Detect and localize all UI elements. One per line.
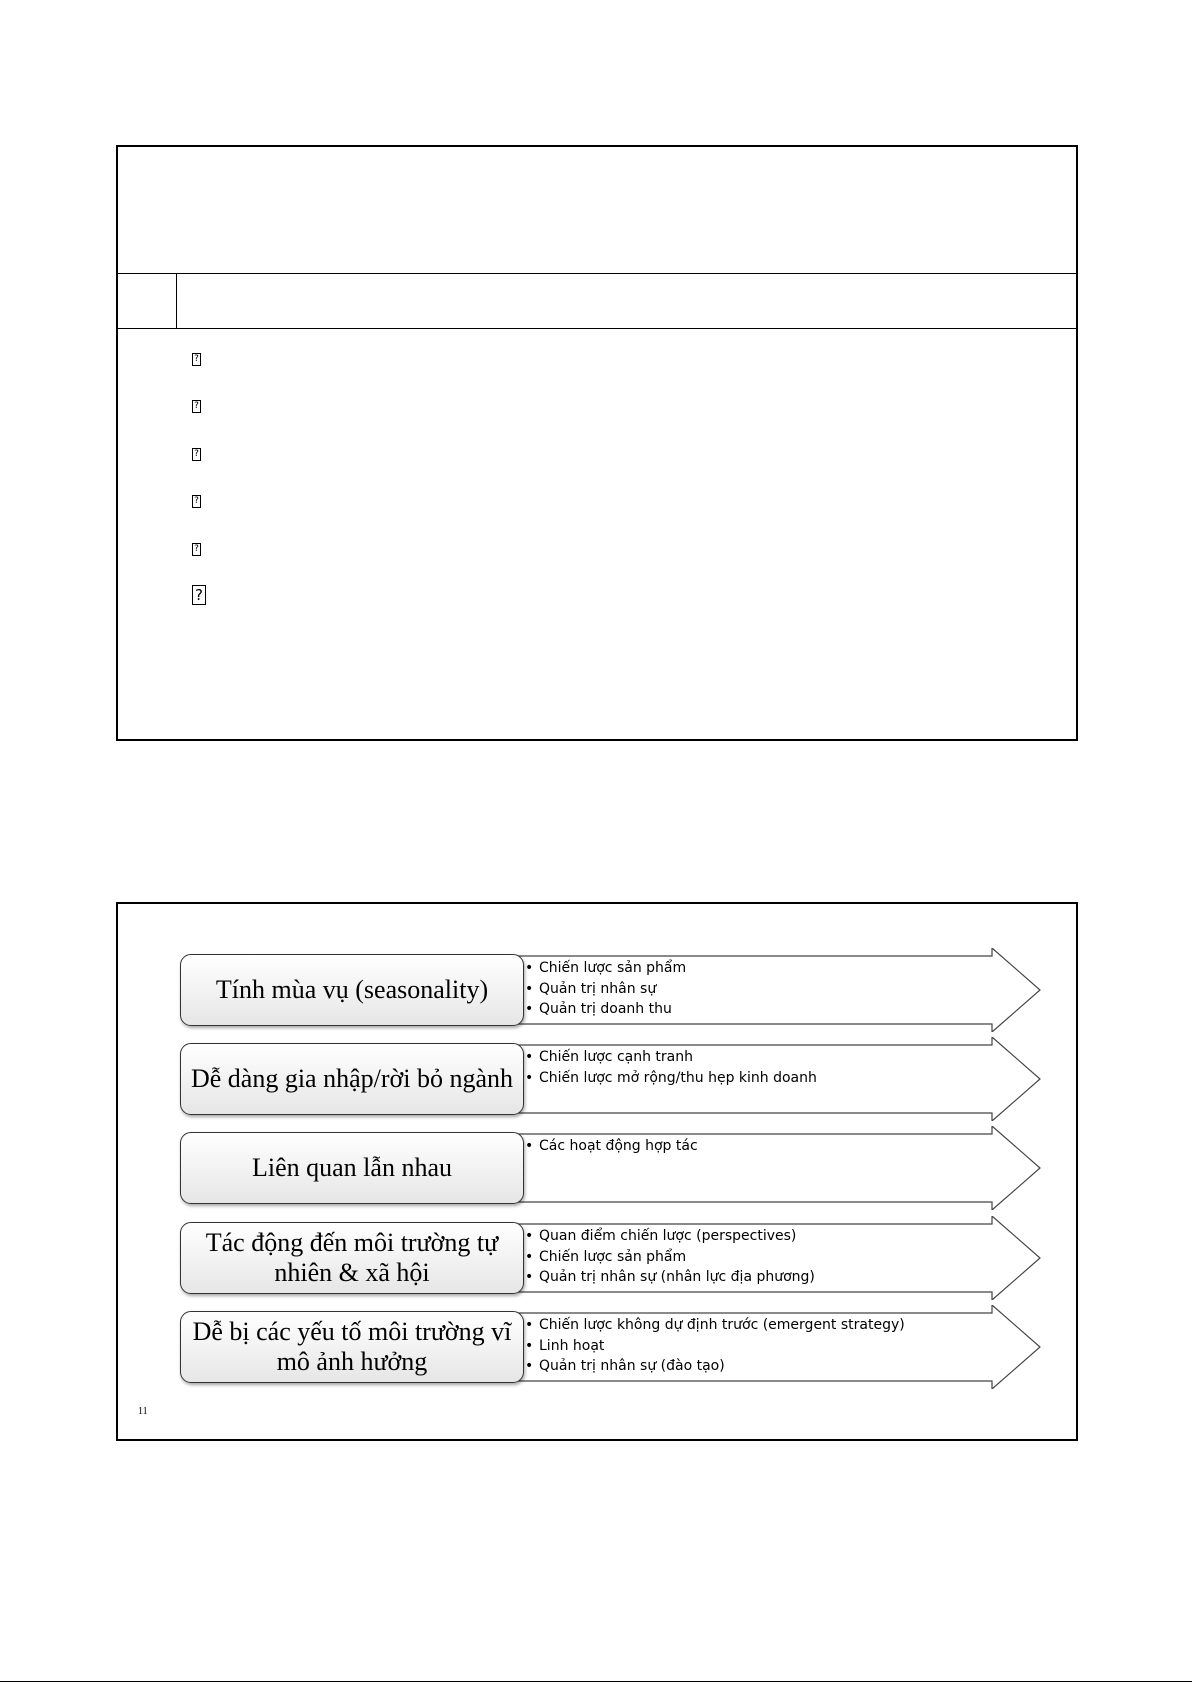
bullet-text: Quản trị nhân sự bbox=[539, 980, 657, 997]
missing-glyph-icon: ? bbox=[192, 353, 201, 366]
diagram-row bbox=[180, 1222, 1058, 1294]
bullet-item bbox=[525, 958, 686, 979]
bullet-item bbox=[525, 1136, 698, 1157]
bullet-item bbox=[525, 1336, 905, 1357]
bullet-text: Chiến lược cạnh tranh bbox=[539, 1049, 693, 1065]
page-number: 11 bbox=[138, 1406, 148, 1417]
bullet-text: Quản trị nhân sự (đào tạo) bbox=[539, 1358, 725, 1374]
bullet-item bbox=[525, 1267, 815, 1288]
bullet-item bbox=[525, 979, 686, 1000]
bullet-item bbox=[525, 1068, 817, 1089]
bullet-text: Chiến lược không dự định trước (emergent strategy) bbox=[539, 1317, 905, 1333]
row-title: Liên quan lẫn nhau bbox=[180, 1132, 524, 1204]
row-title: Tính mùa vụ (seasonality) bbox=[180, 954, 524, 1026]
missing-glyph-icon: ? bbox=[192, 400, 201, 413]
diagram-row bbox=[180, 1043, 1058, 1115]
bullet-list bbox=[525, 1047, 817, 1088]
bullet-list bbox=[525, 1136, 698, 1157]
bullet-text: Quản trị doanh thu bbox=[539, 1001, 672, 1017]
bullet-text: Chiến lược sản phẩm bbox=[539, 960, 687, 976]
diagram-row bbox=[180, 1311, 1058, 1383]
bullet-list bbox=[525, 1315, 905, 1377]
diagram-row bbox=[180, 1132, 1058, 1204]
subheader-divider bbox=[118, 328, 1076, 329]
missing-glyph-icon: ? bbox=[192, 495, 201, 508]
bullet-item bbox=[525, 999, 686, 1020]
bullet-list bbox=[525, 1226, 815, 1288]
bullet-item bbox=[525, 1315, 905, 1336]
bullet-text: Quan điểm chiến lược (perspectives) bbox=[539, 1228, 797, 1244]
header-divider bbox=[118, 273, 1076, 274]
missing-glyph-icon: ? bbox=[192, 448, 201, 461]
diagram-row bbox=[180, 954, 1058, 1026]
row-title: Dễ bị các yếu tố môi trường vĩ mô ảnh hưởng bbox=[180, 1311, 524, 1383]
subheader-cell-divider bbox=[176, 273, 177, 328]
missing-glyph-icon: ? bbox=[192, 543, 201, 556]
bullet-text: Chiến lược sản phẩm bbox=[539, 1248, 687, 1265]
bullet-item bbox=[525, 1226, 815, 1247]
bullet-list bbox=[525, 958, 686, 1020]
slide-1 bbox=[116, 145, 1078, 741]
bullet-item bbox=[525, 1356, 905, 1377]
bullet-text: Linh hoạt bbox=[539, 1337, 605, 1354]
missing-glyph-icon: ? bbox=[192, 585, 206, 605]
row-title: Tác động đến môi trường tự nhiên & xã hội bbox=[180, 1222, 524, 1294]
page-bottom-rule bbox=[0, 1681, 1192, 1682]
row-title: Dễ dàng gia nhập/rời bỏ ngành bbox=[180, 1043, 524, 1115]
bullet-text: Quản trị nhân sự (nhân lực địa phương) bbox=[539, 1269, 815, 1285]
bullet-item bbox=[525, 1247, 815, 1268]
bullet-item bbox=[525, 1047, 817, 1068]
slide-2 bbox=[116, 902, 1078, 1441]
bullet-text: Chiến lược mở rộng/thu hẹp kinh doanh bbox=[539, 1069, 817, 1086]
bullet-text: Các hoạt động hợp tác bbox=[539, 1138, 698, 1154]
